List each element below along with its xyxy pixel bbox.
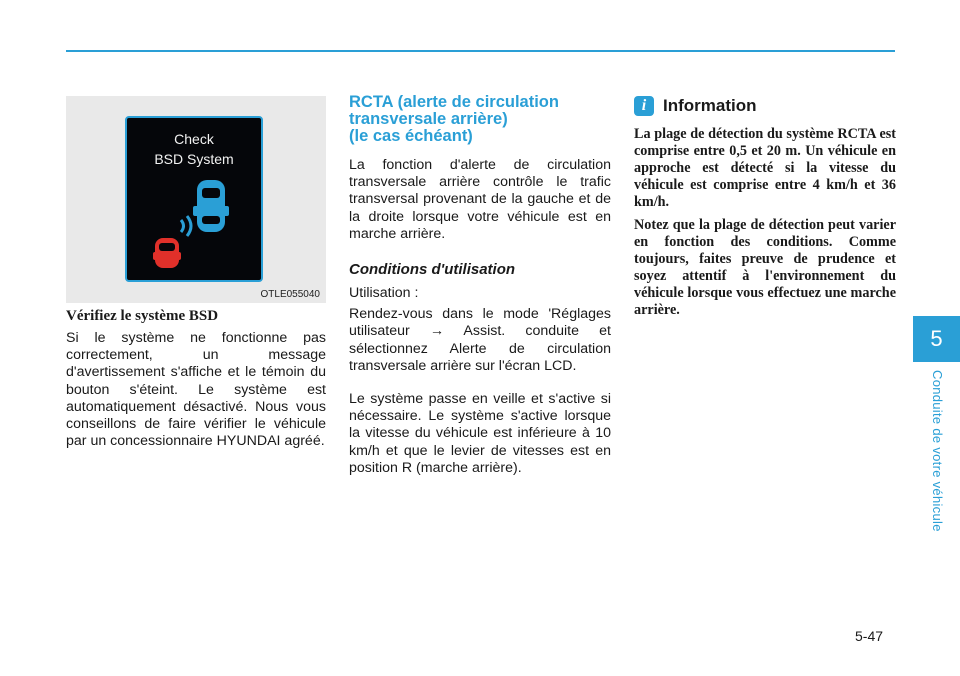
display-line-1: Check (174, 131, 214, 147)
display-line-2: BSD System (154, 151, 234, 167)
rcta-heading-line-3: (le cas échéant) (349, 127, 473, 145)
rcta-heading-line-2: transversale arrière) (349, 110, 508, 128)
information-paragraph-2: Notez que la plage de détection peut varier en fonction des conditions. Comme toujours, faites preuve de prudence et soyez attentif à l'environnement du véhicule lorsque vous effectuez une marche arrière. (634, 217, 896, 318)
rcta-heading-line-1: RCTA (alerte de circulation (349, 93, 559, 111)
rcta-intro: La fonction d'alerte de circulation transversale arrière contrôle le trafic transversal provenant de la gauche et de la droite lorsque votre véhicule est en marche arrière. (349, 157, 611, 242)
chapter-title: Conduite de votre véhicule (930, 370, 945, 532)
rcta-section (349, 94, 611, 477)
standby-paragraph: Le système passe en veille et s'active si nécessaire. Le système s'active lorsque la vitesse du véhicule est inférieure à 10 km/h et que le levier de vitesses est en position R (marche arrière). (349, 391, 611, 476)
information-title: Information (663, 96, 757, 115)
header-rule (66, 50, 895, 52)
usage-label: Utilisation : (349, 285, 419, 302)
bsd-warning-figure (66, 96, 326, 303)
information-header (634, 96, 896, 116)
page-number: 5-47 (855, 628, 884, 644)
bsd-check-paragraph: Si le système ne fonctionne pas correctement, un message d'avertissement s'affiche et le témoin du bouton s'éteint. Le système est automatiquement désactivé. Nous vous conseillons de faire vérifier le véhicule par un concessionnaire HYUNDAI agréé. (66, 330, 326, 450)
info-icon: i (634, 96, 654, 116)
blind-spot-car-icon (153, 180, 237, 272)
chapter-number-tab: 5 (913, 316, 960, 362)
information-box (634, 96, 896, 325)
usage-instructions: Rendez-vous dans le mode 'Réglages utilisateur → Assist. conduite et sélectionnez Alerte de circulation transversale arrière sur l'écran LCD. (349, 306, 611, 374)
cluster-display (125, 116, 263, 282)
figure-code: OTLE055040 (260, 289, 320, 300)
bsd-check-heading: Vérifiez le système BSD (66, 308, 219, 324)
rcta-heading (349, 94, 611, 145)
information-paragraph-1: La plage de détection du système RCTA est comprise entre 0,5 et 20 m. Un véhicule en approche est détecté si la vitesse du véhicule est comprise entre 4 km/h et 36 km/h. (634, 126, 896, 210)
conditions-subheading: Conditions d'utilisation (349, 261, 516, 279)
